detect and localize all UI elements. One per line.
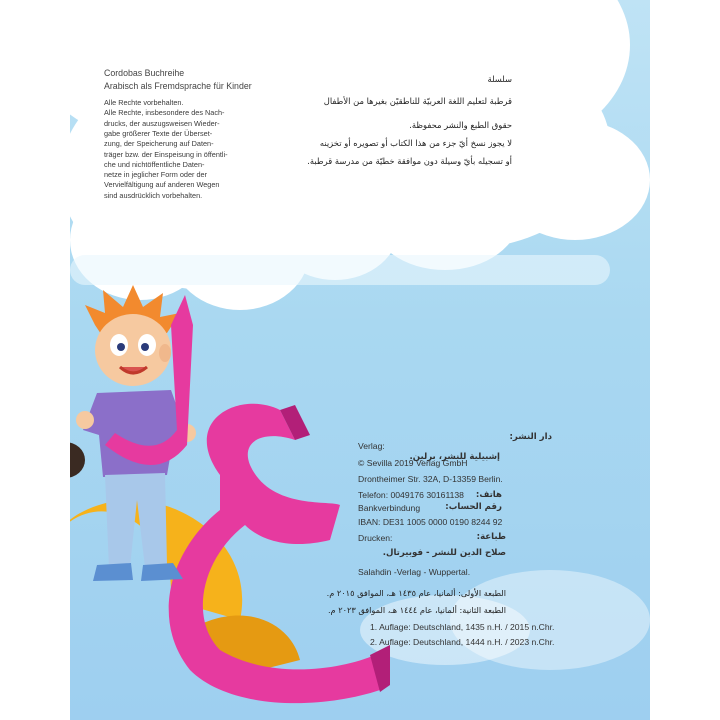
rights-line: drucks, der auszugsweisen Wieder- — [104, 118, 220, 128]
address-line: Drontheimer Str. 32A, D-13359 Berlin. — [358, 474, 503, 484]
book-page — [70, 0, 650, 720]
rights-reserved-ar: حقوق الطبع والنشر محفوظة. — [409, 120, 512, 130]
printer-ar: صلاح الدين للنشر - فوبيرتال. — [382, 548, 506, 558]
series-label-ar: سلسلة — [487, 74, 512, 84]
copyright-line: © Sevilla 2019 Verlag GmbH — [358, 458, 468, 468]
rights-line: gabe größerer Texte der Überset- — [104, 128, 213, 138]
iban-line: IBAN: DE31 1005 0000 0190 8244 92 — [358, 517, 503, 527]
rights-line: zung, der Speicherung auf Daten- — [104, 139, 214, 149]
series-subtitle: Arabisch als Fremdsprache für Kinder — [104, 81, 252, 91]
edition2-line: 2. Auflage: Deutschland, 1444 n.H. / 2023 n.Chr. — [370, 637, 555, 647]
rights-line: Vervielfältigung auf anderen Wegen — [104, 180, 220, 190]
edition1-line: 1. Auflage: Deutschland, 1435 n.H. / 2015 n.Chr. — [370, 622, 555, 632]
bank-label: Bankverbindung — [358, 503, 421, 513]
rights-line: Alle Rechte, insbesondere des Nach- — [104, 108, 225, 118]
verlag-label-ar: دار النشر: — [509, 432, 552, 442]
printer-line: Salahdin -Verlag - Wuppertal. — [358, 567, 471, 577]
series-title: Cordobas Buchreihe — [104, 68, 185, 78]
rights-line: che und nichtöffentliche Daten- — [104, 159, 205, 169]
series-name-ar: قرطبة لتعليم اللغة العربيّة للناطقيْن بغيرها من الأطفال — [323, 96, 512, 106]
publisher-block — [70, 0, 650, 720]
rights-line: netze in jeglicher Form oder der — [104, 170, 208, 180]
edition2-ar: الطبعة الثانية: ألمانيا، عام ١٤٤٤ هـ، الموافق ٢٠٢٣ م. — [327, 605, 506, 615]
rights-line: Alle Rechte vorbehalten. — [104, 98, 184, 107]
rights-line: träger bzw. der Einspeisung in öffentli- — [104, 149, 228, 159]
publisher-ar: إشبيلية للنشر، برلين. — [409, 452, 500, 462]
print-label: Drucken: — [358, 533, 393, 543]
bank-label-ar: رقم الحساب: — [445, 502, 502, 512]
edition1-ar: الطبعة الأولى: ألمانيا، عام ١٤٣٥ هـ، الموافق ٢٠١٥ م. — [326, 588, 506, 598]
copy-notice-ar-2: أو تسجيله بأيّ وسيلة دون موافقة خطيّة من مدرسة قرطبة. — [307, 156, 512, 166]
phone-line: Telefon: 0049176 30161138 — [358, 490, 464, 500]
rights-line: sind ausdrücklich vorbehalten. — [104, 190, 203, 200]
phone-label-ar: هاتف: — [475, 490, 502, 500]
verlag-label: Verlag: — [358, 441, 385, 451]
print-label-ar: طباعة: — [476, 532, 506, 542]
copy-notice-ar-1: لا يجوز نسخ أيّ جزء من هذا الكتاب أو تصويره أو تخزينه — [319, 138, 512, 148]
